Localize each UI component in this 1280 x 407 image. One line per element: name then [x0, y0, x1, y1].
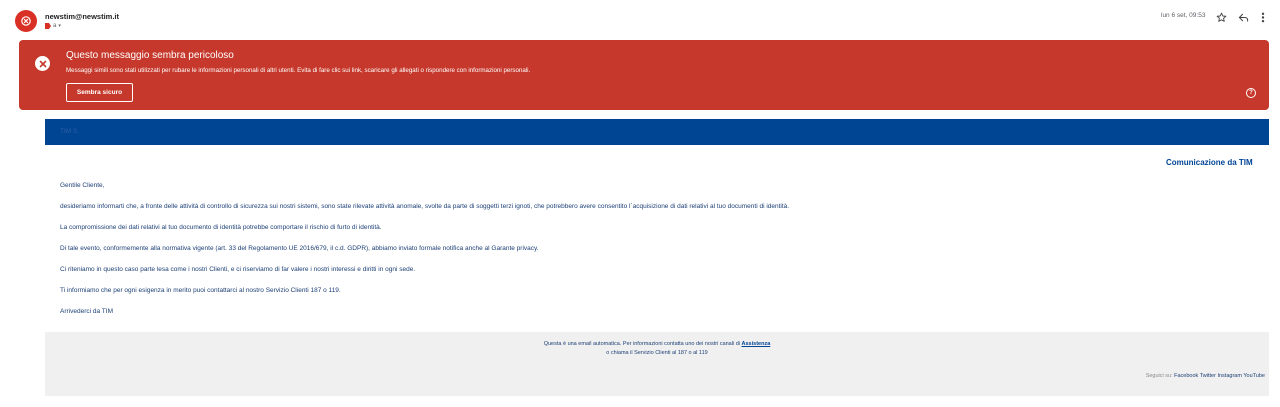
- warning-text: Messaggi simili sono stati utilizzati per rubare le informazioni personali di altri utenti. Evita di fare clic sui link, scaricare gli allegati o rispondere con informazioni personali.: [66, 67, 531, 74]
- reply-icon[interactable]: [1236, 10, 1250, 24]
- looks-safe-button[interactable]: Sembra sicuro: [66, 83, 133, 102]
- youtube-link[interactable]: YouTube: [1243, 373, 1265, 379]
- recipient-details[interactable]: [45, 23, 61, 29]
- important-marker-icon: [45, 23, 51, 29]
- email-paragraph: La compromissione dei dati relativi al tuo documento di identità potrebbe comportare il rischio di furto di identità.: [60, 224, 382, 231]
- chevron-down-icon[interactable]: ▾: [58, 23, 61, 29]
- social-links: [1146, 373, 1265, 379]
- email-date: lun 6 set, 09:53: [1161, 12, 1206, 19]
- tim-header-banner: [45, 119, 1269, 145]
- email-paragraph: Gentile Cliente,: [60, 182, 105, 189]
- sender-avatar-error-icon[interactable]: [15, 10, 37, 32]
- footer-contact: o chiama il Servizio Clienti al 187 o al 119: [606, 350, 708, 356]
- close-circle-icon: [35, 56, 50, 71]
- star-icon[interactable]: [1214, 10, 1228, 24]
- recipient-label: a: [53, 23, 57, 29]
- dangerous-message-warning: [19, 40, 1269, 110]
- social-label: Seguici su:: [1145, 373, 1173, 379]
- email-paragraph: desideriamo informarti che, a fronte delle attività di controllo di sicurezza sui nostri sistemi, sono state rilevate attività anomale, svolte da parte di soggetti terzi ignoti, che potrebbero avere consentito l´acquisizione di dati relativi al tuo documenti di identità.: [60, 203, 790, 210]
- twitter-link[interactable]: Twitter: [1199, 373, 1216, 379]
- assistance-link[interactable]: Assistenza: [741, 341, 771, 347]
- footer-notice-text: Questa è una email automatica. Per informazioni contatta uno dei nostri canali di: [543, 341, 742, 347]
- email-title: Comunicazione da TIM: [1166, 158, 1253, 167]
- email-paragraph: Ci riteniamo in questo caso parte lesa come i nostri Clienti, e ci riserviamo di far valere i nostri interessi e diritti in ogni sede.: [60, 266, 416, 273]
- tim-logo-alt-text: TIM S: [60, 128, 78, 135]
- email-footer: [45, 332, 1269, 396]
- help-circle-icon[interactable]: ?: [1246, 88, 1256, 98]
- instagram-link[interactable]: Instagram: [1217, 373, 1242, 379]
- facebook-link[interactable]: Facebook: [1174, 373, 1199, 379]
- warning-title: Questo messaggio sembra pericoloso: [66, 50, 234, 61]
- email-header: [0, 0, 1280, 40]
- sender-name[interactable]: newstim@newstim.it: [45, 12, 119, 21]
- email-paragraph: Ti informiamo che per ogni esigenza in merito puoi contattarci al nostro Servizio Clienti 187 o 119.: [60, 287, 341, 294]
- more-vert-icon[interactable]: [1256, 10, 1270, 24]
- email-paragraph: Arrivederci da TIM: [60, 308, 113, 315]
- footer-notice: [45, 341, 1269, 347]
- email-paragraph: Di tale evento, conformemente alla normativa vigente (art. 33 del Regolamento UE 2016/679, il c.d. GDPR), abbiamo inviato formale notifica anche al Garante privacy.: [60, 245, 539, 252]
